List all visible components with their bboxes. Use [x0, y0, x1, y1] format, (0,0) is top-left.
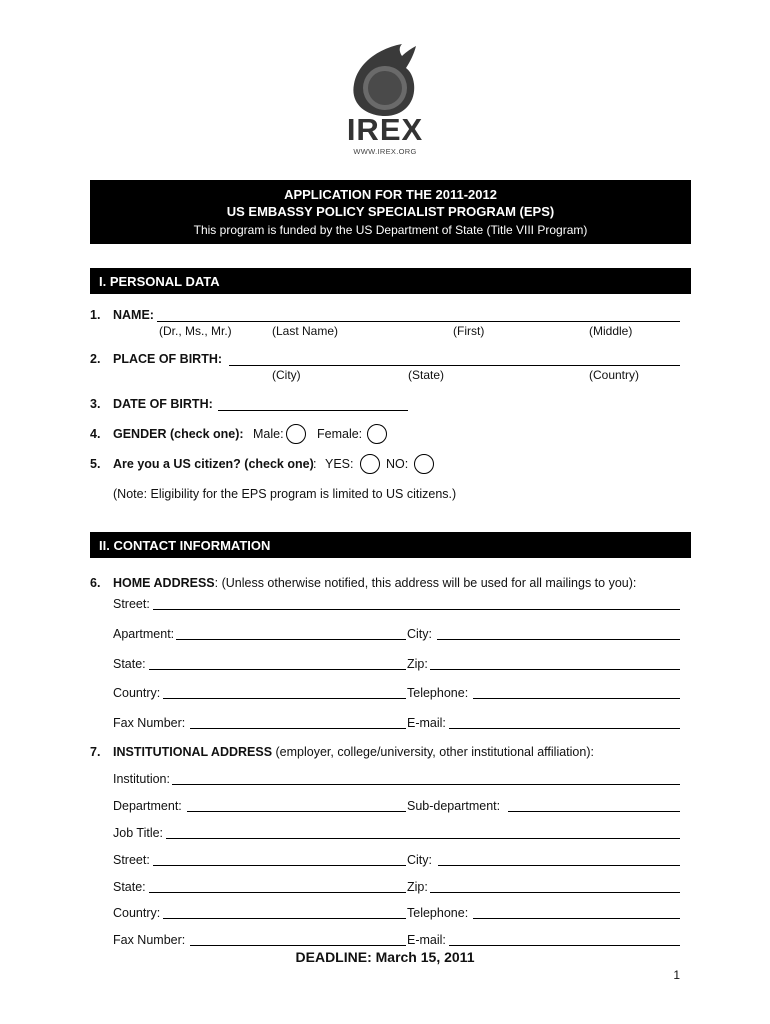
inst-state-field[interactable] [149, 892, 406, 893]
q7-label: INSTITUTIONAL ADDRESS [113, 745, 273, 759]
home-apartment-field[interactable] [176, 639, 406, 640]
inst-jobtitle-field[interactable] [166, 838, 680, 839]
q1-number: 1. [90, 308, 101, 322]
date-of-birth-field[interactable] [218, 410, 408, 411]
q2-number: 2. [90, 352, 101, 366]
inst-fax-field[interactable] [190, 945, 406, 946]
citizen-yes-label: YES: [325, 457, 354, 471]
home-fax-field[interactable] [190, 728, 406, 729]
gender-female-label: Female: [317, 427, 363, 441]
inst-zip-label: Zip: [407, 880, 428, 894]
eligibility-note: (Note: Eligibility for the EPS program is limited to US citizens.) [113, 487, 457, 501]
home-zip-field[interactable] [430, 669, 680, 670]
title-line1: APPLICATION FOR THE 2011-2012 [284, 187, 497, 202]
name-field[interactable] [157, 321, 680, 322]
inst-street-field[interactable] [153, 865, 406, 866]
q6-description: : (Unless otherwise notified, this address will be used for all mailings to you): [214, 576, 637, 590]
gender-male-radio[interactable] [286, 424, 306, 444]
citizen-no-label: NO: [386, 457, 409, 471]
logo-url: WWW.IREX.ORG [353, 147, 417, 156]
inst-country-field[interactable] [163, 918, 406, 919]
inst-street-label: Street: [113, 853, 150, 867]
inst-telephone-label: Telephone: [407, 906, 469, 920]
q6-heading [113, 576, 636, 590]
q5-label: Are you a US citizen? (check one) [113, 457, 314, 471]
deadline-text: DEADLINE: March 15, 2011 [295, 949, 475, 965]
q5-number: 5. [90, 457, 101, 471]
home-telephone-field[interactable] [473, 698, 680, 699]
page-number: 1 [673, 968, 680, 982]
inst-subdepartment-label: Sub-department: [407, 799, 501, 813]
q5-colon: : [313, 457, 317, 471]
q3-number: 3. [90, 397, 101, 411]
inst-state-label: State: [113, 880, 146, 894]
pob-sub-country: (Country) [589, 368, 640, 382]
q7-number: 7. [90, 745, 101, 759]
title-banner [90, 180, 691, 244]
home-zip-label: Zip: [407, 657, 428, 671]
home-city-field[interactable] [437, 639, 680, 640]
q1-label: NAME: [113, 308, 154, 322]
home-city-label: City: [407, 627, 432, 641]
inst-city-label: City: [407, 853, 432, 867]
inst-fax-label: Fax Number: [113, 933, 186, 947]
inst-institution-label: Institution: [113, 772, 170, 786]
citizen-no-radio[interactable] [414, 454, 434, 474]
citizen-yes-radio[interactable] [360, 454, 380, 474]
inst-country-label: Country: [113, 906, 161, 920]
name-sub-middle: (Middle) [589, 324, 633, 338]
q4-label: GENDER (check one): [113, 427, 244, 441]
inst-city-field[interactable] [438, 865, 680, 866]
q2-label: PLACE OF BIRTH: [113, 352, 223, 366]
home-email-field[interactable] [449, 728, 680, 729]
inst-subdepartment-field[interactable] [508, 811, 680, 812]
name-sub-title: (Dr., Ms., Mr.) [159, 324, 232, 338]
home-country-label: Country: [113, 686, 161, 700]
home-apartment-label: Apartment: [113, 627, 175, 641]
home-street-label: Street: [113, 597, 150, 611]
inst-zip-field[interactable] [430, 892, 680, 893]
home-email-label: E-mail: [407, 716, 446, 730]
title-line2: US EMBASSY POLICY SPECIALIST PROGRAM (EPS) [226, 204, 555, 219]
home-country-field[interactable] [163, 698, 406, 699]
inst-department-field[interactable] [187, 811, 406, 812]
gender-male-label: Male: [253, 427, 284, 441]
q7-description: (employer, college/university, other institutional affiliation): [272, 745, 594, 759]
inst-jobtitle-label: Job Title: [113, 826, 164, 840]
gender-female-radio[interactable] [367, 424, 387, 444]
inst-email-label: E-mail: [407, 933, 446, 947]
home-street-field[interactable] [153, 609, 680, 610]
home-telephone-label: Telephone: [407, 686, 469, 700]
logo-wordmark: IREX [346, 112, 424, 147]
name-sub-first: (First) [453, 324, 485, 338]
pob-sub-state: (State) [408, 368, 445, 382]
pob-sub-city: (City) [272, 368, 301, 382]
section-contact-info-heading: II. CONTACT INFORMATION [90, 532, 691, 558]
section-personal-data-heading: I. PERSONAL DATA [90, 268, 691, 294]
inst-institution-field[interactable] [172, 784, 680, 785]
home-state-field[interactable] [149, 669, 406, 670]
inst-telephone-field[interactable] [473, 918, 680, 919]
name-sub-last: (Last Name) [272, 324, 339, 338]
q4-number: 4. [90, 427, 101, 441]
place-of-birth-field[interactable] [229, 365, 680, 366]
q3-label: DATE OF BIRTH: [113, 397, 213, 411]
home-fax-label: Fax Number: [113, 716, 186, 730]
title-funding-note: This program is funded by the US Department of State (Title VIII Program) [193, 223, 588, 237]
q6-label: HOME ADDRESS [113, 576, 215, 590]
q6-number: 6. [90, 576, 101, 590]
home-state-label: State: [113, 657, 146, 671]
inst-department-label: Department: [113, 799, 182, 813]
inst-email-field[interactable] [449, 945, 680, 946]
q7-heading [113, 745, 594, 759]
